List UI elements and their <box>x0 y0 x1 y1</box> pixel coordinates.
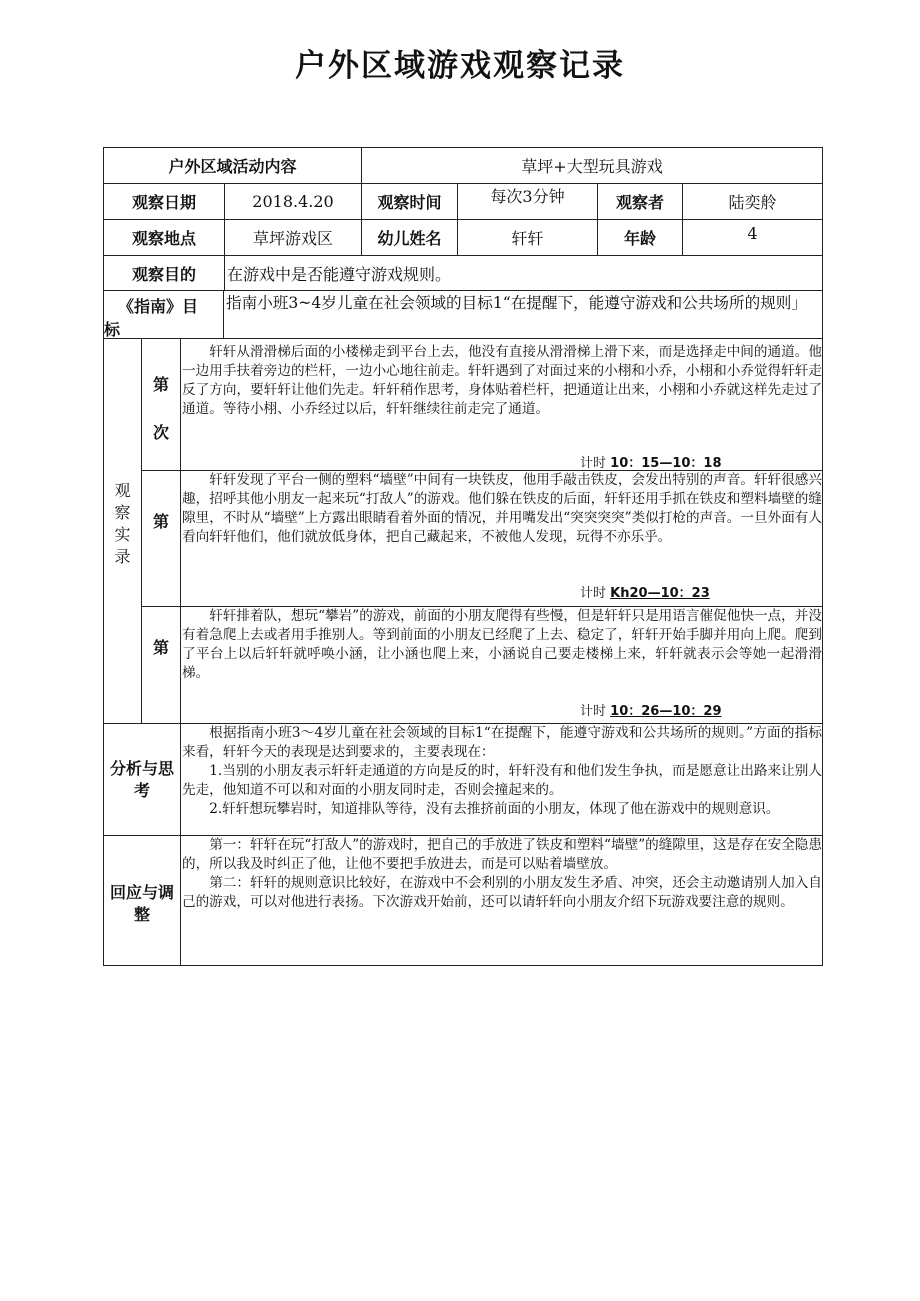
purpose-label: 观察目的 <box>131 264 196 284</box>
record-3-label-a: 第 <box>152 638 169 657</box>
date-value: 2018.4.20 <box>252 192 334 211</box>
response-paragraph-2: 第二：轩轩的规则意识比较好，在游戏中不会利别的小朋友发生矛盾、冲突，还会主动邀请别人加入自己的游戏，可以对他进行表扬。下次游戏开始前，还可以请轩轩向小朋友介绍下玩游戏要注意的规则。 <box>182 875 822 910</box>
record-2-time-prefix: 计时 <box>580 586 607 601</box>
record-3-text: 轩轩排着队，想玩“攀岩”的游戏，前面的小朋友爬得有些慢，但是轩轩只是用语言催促他快一点，并没有着急爬上去或者用手推别人。等到前面的小朋友已经爬了上去、稳定了，轩轩开始手脚并用向上爬。爬到了平台上以后轩轩就呼唤小涵，让小涵也爬上来，小涵说自己要走楼梯上来，轩轩就表示会等她一起滑滑梯。 <box>182 608 822 681</box>
record-2-time <box>580 582 710 601</box>
record-2-time-value: Kh20—10：23 <box>610 586 710 601</box>
time-value: 每次3分钟 <box>490 186 565 206</box>
analysis-label <box>104 724 180 835</box>
analysis-label-text: 分析与思考 <box>109 758 174 800</box>
purpose-value: 在游戏中是否能遵守游戏规则。 <box>227 264 452 284</box>
location-value: 草坪游戏区 <box>252 229 333 248</box>
age-value: 4 <box>747 224 758 243</box>
record-2-text-cell <box>182 471 822 605</box>
record-1-text-cell <box>182 343 822 471</box>
table-border-bottom <box>103 965 823 966</box>
record-1-time-prefix: 计时 <box>580 456 607 471</box>
page-title: 户外区域游戏观察记录 <box>295 48 625 84</box>
record-2-label <box>142 471 180 606</box>
child-name-value: 轩轩 <box>511 229 544 248</box>
response-label <box>104 836 180 965</box>
col-line <box>180 338 181 966</box>
col-line <box>223 290 224 338</box>
child-name-label: 幼儿姓名 <box>377 229 442 248</box>
guide-target-label-line2: 标 <box>104 320 121 339</box>
record-1-text: 轩轩从滑滑梯后面的小楼梯走到平台上去，他没有直接从滑滑梯上滑下来，而是选择走中间的通道。他一边用手扶着旁边的栏杆，一边小心地往前走。轩轩遇到了对面过来的小栩和小乔，小栩和小乔觉得轩轩走反了方向，要轩轩让他们先走。轩轩稍作思考，身体贴着栏杆，把通道让出来，小栩和小乔就这样先走过了通道。等待小栩、小乔经过以后，轩轩继续往前走完了通道。 <box>182 344 822 417</box>
row-line <box>103 338 823 339</box>
observer-label: 观察者 <box>615 193 664 212</box>
record-1-time-value: 10：15—10：18 <box>610 456 722 471</box>
age-label: 年龄 <box>623 229 656 248</box>
record-3-label <box>142 607 180 723</box>
observer-value: 陆奕舲 <box>728 193 777 212</box>
record-2-label-a: 第 <box>152 512 169 531</box>
response-text-cell <box>182 836 822 964</box>
content-value: 草坪+大型玩具游戏 <box>521 157 663 176</box>
content-label: 户外区域活动内容 <box>168 157 297 176</box>
guide-target-label-line1: 《指南》目 <box>118 297 199 316</box>
record-3-text-cell <box>182 607 822 722</box>
record-label-text: 观察实录 <box>114 481 131 566</box>
analysis-paragraph-2: 1.当别的小朋友表示轩轩走通道的方向是反的时，轩轩没有和他们发生争执，而是愿意让出路来让别人先走，他知道不可以和对面的小朋友同时走，否则会撞起来的。 <box>182 763 822 798</box>
record-1-time <box>580 452 722 471</box>
record-1-label-b: 次 <box>152 423 169 442</box>
record-3-time <box>580 700 722 719</box>
location-label: 观察地点 <box>131 229 196 248</box>
response-label-text: 回应与调整 <box>109 883 174 924</box>
analysis-text-cell <box>182 724 822 834</box>
date-label: 观察日期 <box>131 193 196 212</box>
record-1-label <box>142 339 180 470</box>
time-label: 观察时间 <box>377 193 442 212</box>
record-3-time-value: 10：26—10：29 <box>610 704 722 719</box>
record-1-label-a: 第 <box>152 375 169 394</box>
guide-target-label <box>104 291 223 338</box>
record-3-time-prefix: 计时 <box>580 704 607 719</box>
table-border-right <box>822 147 823 966</box>
analysis-paragraph-3: 2.轩轩想玩攀岩时，知道排队等待，没有去推挤前面的小朋友，体现了他在游戏中的规则意识。 <box>209 801 780 817</box>
response-paragraph-1: 第一：轩轩在玩“打敌人”的游戏时，把自己的手放进了铁皮和塑料“墙壁”的缝隙里，这是存在安全隐患的，所以我及时纠正了他，让他不要把手放进去，而是可以贴着墙壁放。 <box>182 837 822 872</box>
guide-target-value: 指南小班3~4岁儿童在社会领域的目标1“在提醒下，能遵守游戏和公共场所的规则」 <box>226 294 807 312</box>
analysis-paragraph-1: 根据指南小班3～4岁儿童在社会领域的目标1“在提醒下，能遵守游戏和公共场所的规则。”方面的指标来看，轩轩今天的表现是达到要求的，主要表现在： <box>182 725 822 760</box>
record-label <box>104 480 141 580</box>
record-2-text: 轩轩发现了平台一侧的塑料“墙壁”中间有一块铁皮，他用手敲击铁皮，会发出特别的声音。轩轩很感兴趣，招呼其他小朋友一起来玩“打敌人”的游戏。他们躲在铁皮的后面，轩轩还用手抓在铁皮和塑料墙壁的缝隙里，不时从“墙壁”上方露出眼睛看着外面的情况，并用嘴发出“突突突突”类似打枪的声音。一旦外面有人看向轩轩他们，他们就放低身体，把自己藏起来，不被他人发现，玩得不亦乐乎。 <box>182 472 822 545</box>
